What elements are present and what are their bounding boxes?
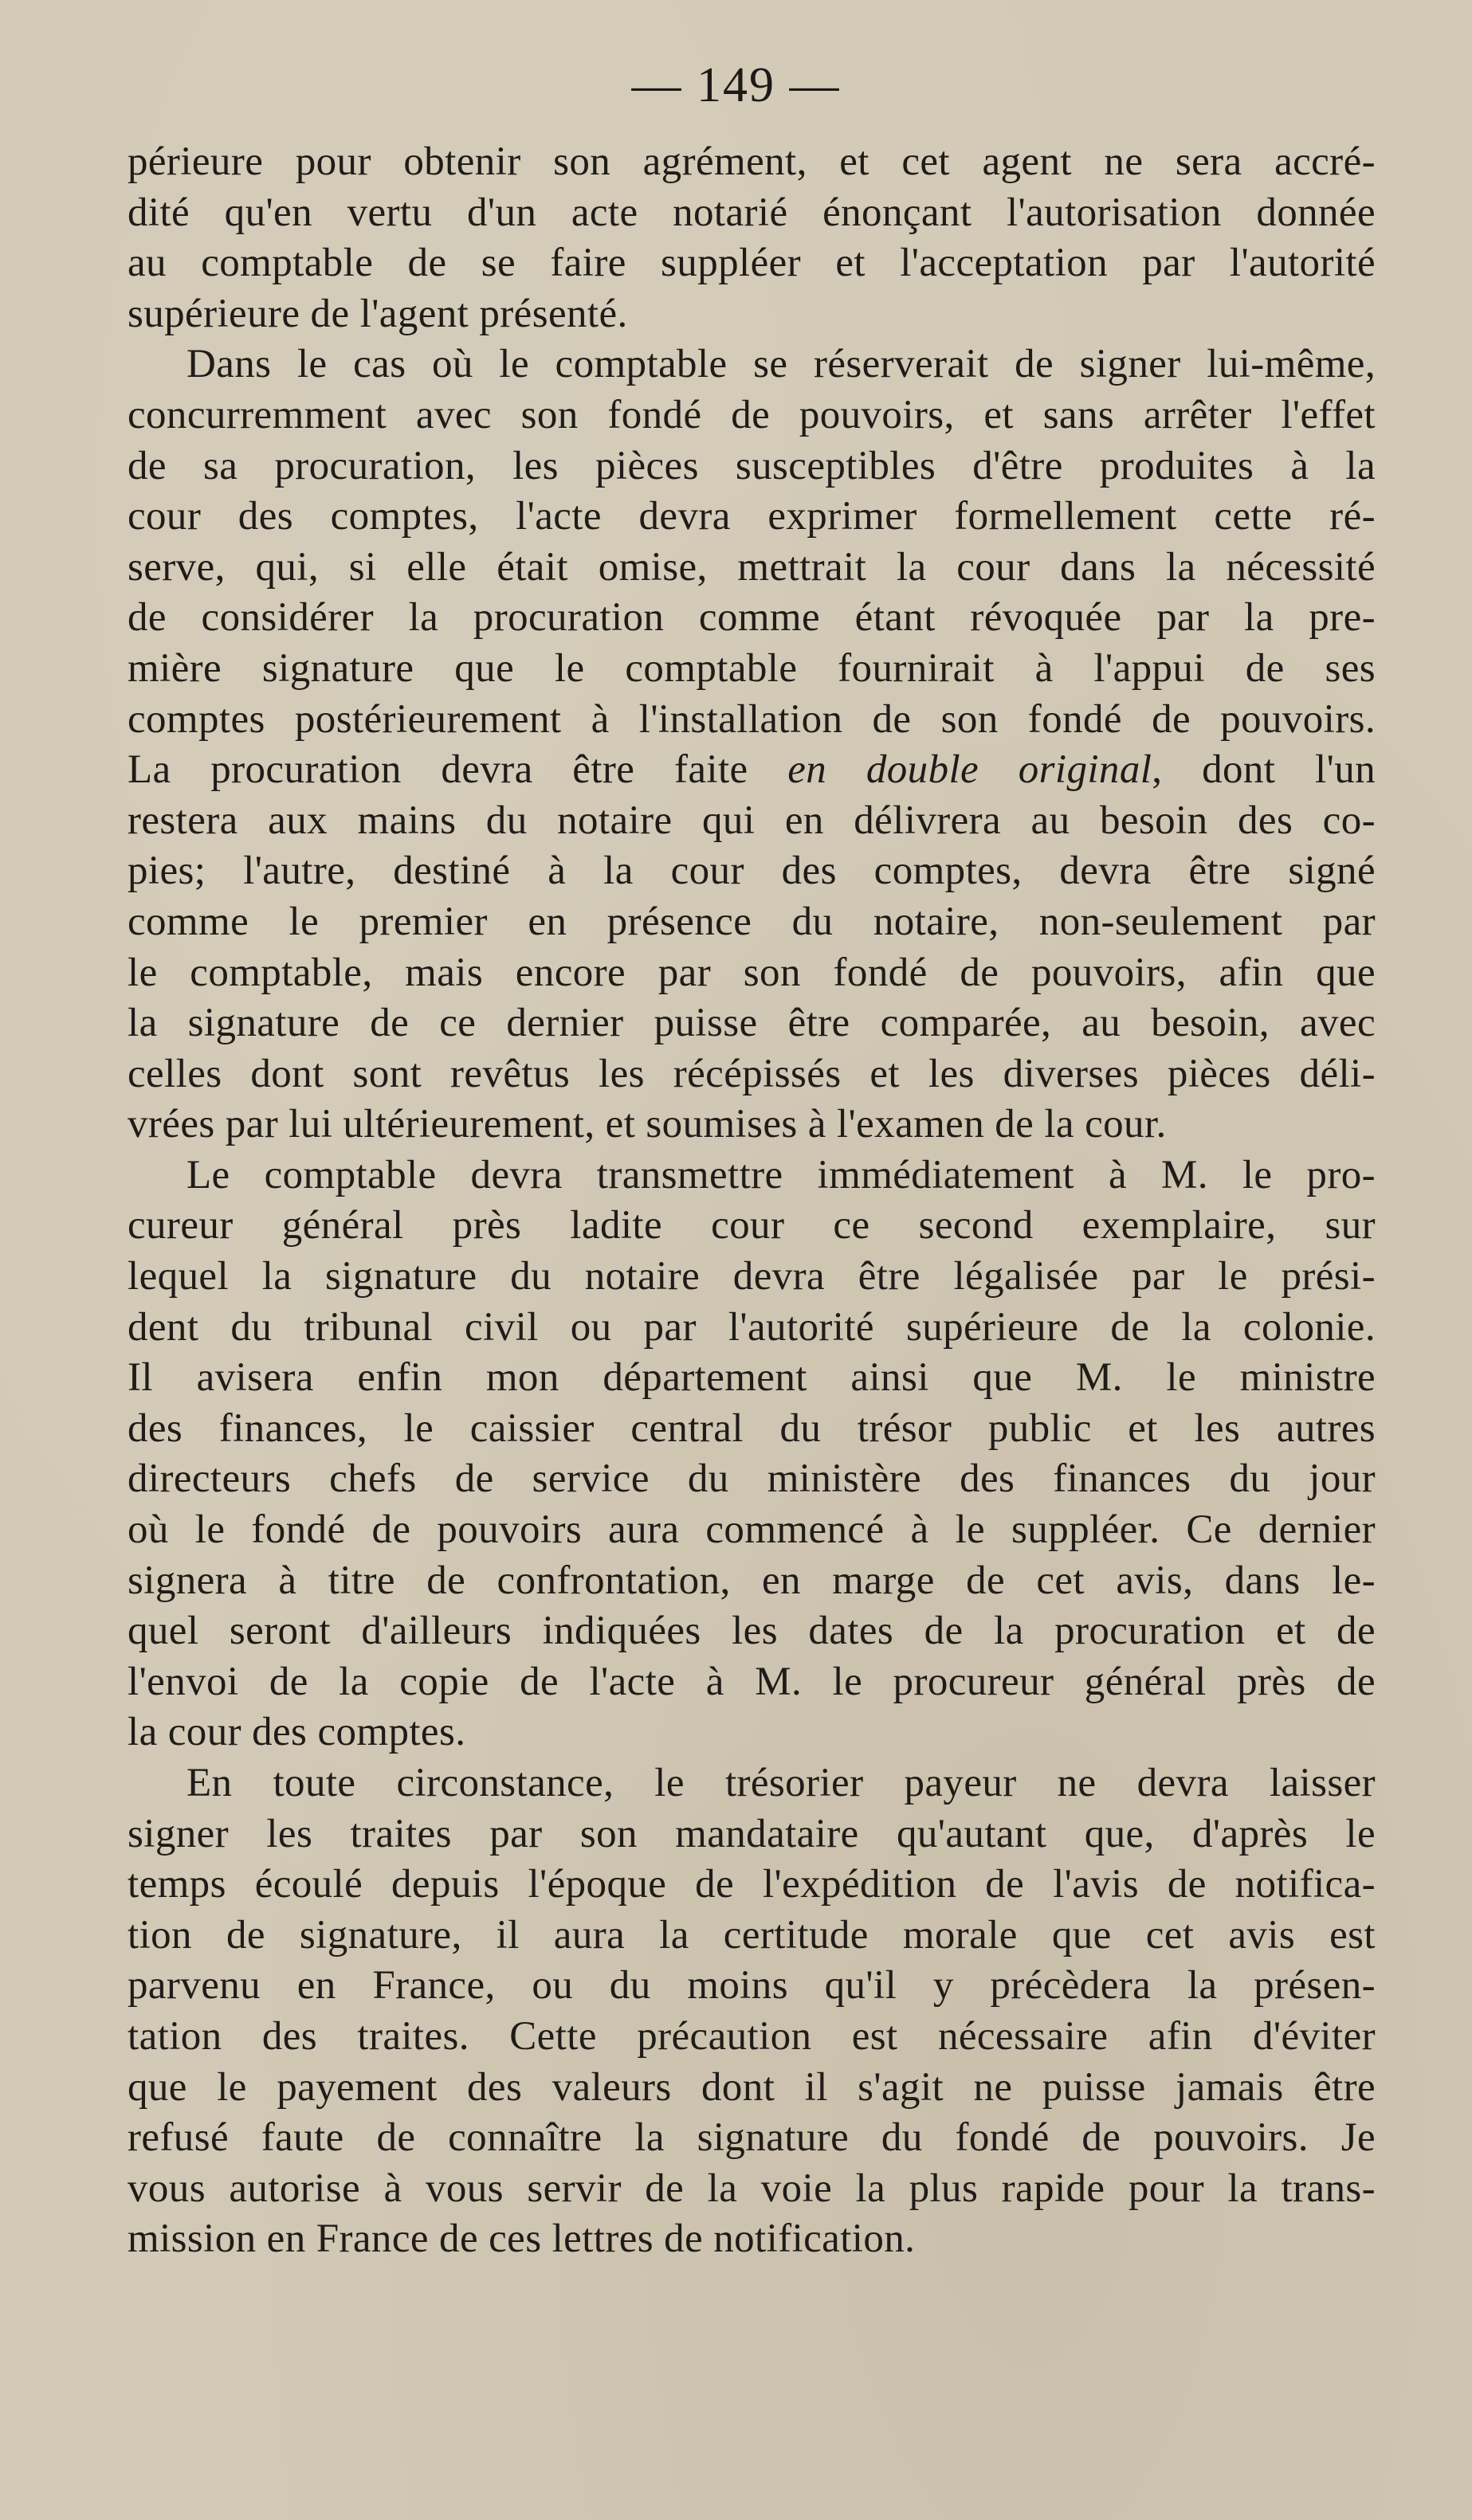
text-line-content: vrées par lui ultérieurement, et soumises à l'examen de la cour.	[128, 1102, 1167, 1147]
text-line-content: signera à titre de confrontation, en marge de cet avis, dans le-	[128, 1558, 1376, 1603]
text-line-content: que le payement des valeurs dont il s'agit ne puisse jamais être	[128, 2064, 1376, 2110]
text-line	[128, 998, 1376, 1049]
text-line	[128, 644, 1376, 695]
text-line-continuation: , dont l'un	[1152, 747, 1376, 793]
text-line	[128, 2012, 1376, 2063]
text-line	[128, 390, 1376, 441]
text-line	[128, 1961, 1376, 2012]
text-line-content: lequel la signature du notaire devra être légalisée par le prési-	[128, 1254, 1376, 1299]
body-text	[128, 137, 1376, 2265]
text-line	[128, 1099, 1376, 1150]
text-line	[128, 492, 1376, 543]
text-line-content: En toute circonstance, le trésorier payeur ne devra laisser	[186, 1761, 1376, 1805]
text-line	[128, 2164, 1376, 2215]
text-line-content: refusé faute de connaître la signature du fondé de pouvoirs. Je	[128, 2115, 1376, 2161]
text-line	[128, 2113, 1376, 2164]
text-line-content: dité qu'en vertu d'un acte notarié énonçant l'autorisation donnée	[128, 190, 1376, 235]
text-line	[128, 1353, 1376, 1404]
text-line	[128, 543, 1376, 594]
text-line	[128, 948, 1376, 999]
text-line-content: mière signature que le comptable fournirait à l'appui de ses	[128, 645, 1376, 691]
text-line-content: périeure pour obtenir son agrément, et cet agent ne sera accré-	[128, 139, 1376, 184]
text-line-content: celles dont sont revêtus les récépissés et les diverses pièces déli-	[128, 1051, 1376, 1096]
text-line-content: serve, qui, si elle était omise, mettrait la cour dans la nécessité	[128, 544, 1376, 590]
text-line	[128, 1303, 1376, 1354]
text-line-content: tation des traites. Cette précaution est nécessaire afin d'éviter	[128, 2013, 1376, 2059]
text-line	[128, 289, 1376, 340]
text-line-content: le comptable, mais encore par son fondé de pouvoirs, afin que	[128, 950, 1376, 995]
text-line-content: l'envoi de la copie de l'acte à M. le procureur général près de	[128, 1659, 1376, 1704]
text-line-content: cureur général près ladite cour ce second exemplaire, sur	[128, 1203, 1376, 1248]
text-line-content: mission en France de ces lettres de notification.	[128, 2216, 916, 2262]
text-line-content: la signature de ce dernier puisse être comparée, au besoin, avec	[128, 1001, 1376, 1046]
text-line	[128, 846, 1376, 897]
text-line	[128, 1911, 1376, 1962]
text-line-content: où le fondé de pouvoirs aura commencé à le suppléer. Ce dernier	[128, 1507, 1376, 1553]
text-line-content: signer les traites par son mandataire qu'autant que, d'après le	[128, 1811, 1376, 1856]
text-line-content: tion de signature, il aura la certitude morale que cet avis est	[128, 1912, 1376, 1958]
text-line-content: La procuration devra être faite	[128, 747, 788, 793]
text-line	[128, 1657, 1376, 1708]
text-line	[128, 1556, 1376, 1607]
text-line	[128, 745, 1376, 796]
text-line-content: restera aux mains du notaire qui en délivrera au besoin des co-	[128, 798, 1376, 843]
text-line-content: cour des comptes, l'acte devra exprimer formellement cette ré-	[128, 494, 1376, 539]
text-line-content: quel seront d'ailleurs indiquées les dates de la procuration et de	[128, 1609, 1376, 1654]
text-line	[128, 1404, 1376, 1455]
text-line	[128, 441, 1376, 492]
text-line-content: dent du tribunal civil ou par l'autorité supérieure de la colonie.	[128, 1304, 1376, 1350]
text-line-content: de considérer la procuration comme étant révoquée par la pre-	[128, 595, 1376, 641]
text-line-content: pies; l'autre, destiné à la cour des comptes, devra être signé	[128, 848, 1376, 894]
text-line	[128, 1252, 1376, 1303]
text-line-content: Il avisera enfin mon département ainsi que M. le ministre	[128, 1355, 1376, 1401]
text-line	[128, 1201, 1376, 1252]
text-line-content: comptes postérieurement à l'installation de son fondé de pouvoirs.	[128, 696, 1376, 742]
text-line	[128, 137, 1376, 188]
text-line	[128, 1454, 1376, 1505]
text-line-content: comme le premier en présence du notaire, non-seulement par	[128, 899, 1376, 944]
text-line-content: Dans le cas où le comptable se réserverait de signer lui-même,	[186, 342, 1376, 387]
text-line-content: concurremment avec son fondé de pouvoirs, et sans arrêter l'effet	[128, 392, 1376, 437]
text-line	[128, 1860, 1376, 1911]
text-line	[128, 1505, 1376, 1556]
text-line-content: des finances, le caissier central du trésor public et les autres	[128, 1405, 1376, 1451]
text-line	[128, 1809, 1376, 1860]
text-line	[128, 188, 1376, 239]
italic-phrase: en double original	[787, 747, 1152, 793]
text-line-content: temps écoulé depuis l'époque de l'expédition de l'avis de notifica-	[128, 1862, 1376, 1907]
text-line-content: supérieure de l'agent présenté.	[128, 291, 628, 336]
page-number: — 149 —	[631, 58, 841, 112]
text-line	[128, 1758, 1376, 1809]
text-line	[128, 593, 1376, 644]
text-line	[128, 2063, 1376, 2114]
text-line	[128, 339, 1376, 390]
text-line-content: parvenu en France, ou du moins qu'il y précèdera la présen-	[128, 1963, 1376, 2009]
text-line-content: au comptable de se faire suppléer et l'acceptation par l'autorité	[128, 241, 1376, 286]
text-line	[128, 1049, 1376, 1100]
text-line	[128, 1707, 1376, 1758]
text-line	[128, 1606, 1376, 1657]
text-line	[128, 238, 1376, 289]
text-line	[128, 1150, 1376, 1201]
text-line-content: de sa procuration, les pièces susceptibles d'être produites à la	[128, 443, 1376, 488]
text-line-content: la cour des comptes.	[128, 1710, 466, 1755]
text-line	[128, 897, 1376, 948]
text-line-content: vous autorise à vous servir de la voie la plus rapide pour la trans-	[128, 2165, 1376, 2211]
text-line	[128, 2214, 1376, 2265]
text-line	[128, 695, 1376, 746]
text-line-content: Le comptable devra transmettre immédiatement à M. le pro-	[186, 1152, 1376, 1197]
text-line-content: directeurs chefs de service du ministère des finances du jour	[128, 1456, 1376, 1502]
text-line	[128, 796, 1376, 847]
